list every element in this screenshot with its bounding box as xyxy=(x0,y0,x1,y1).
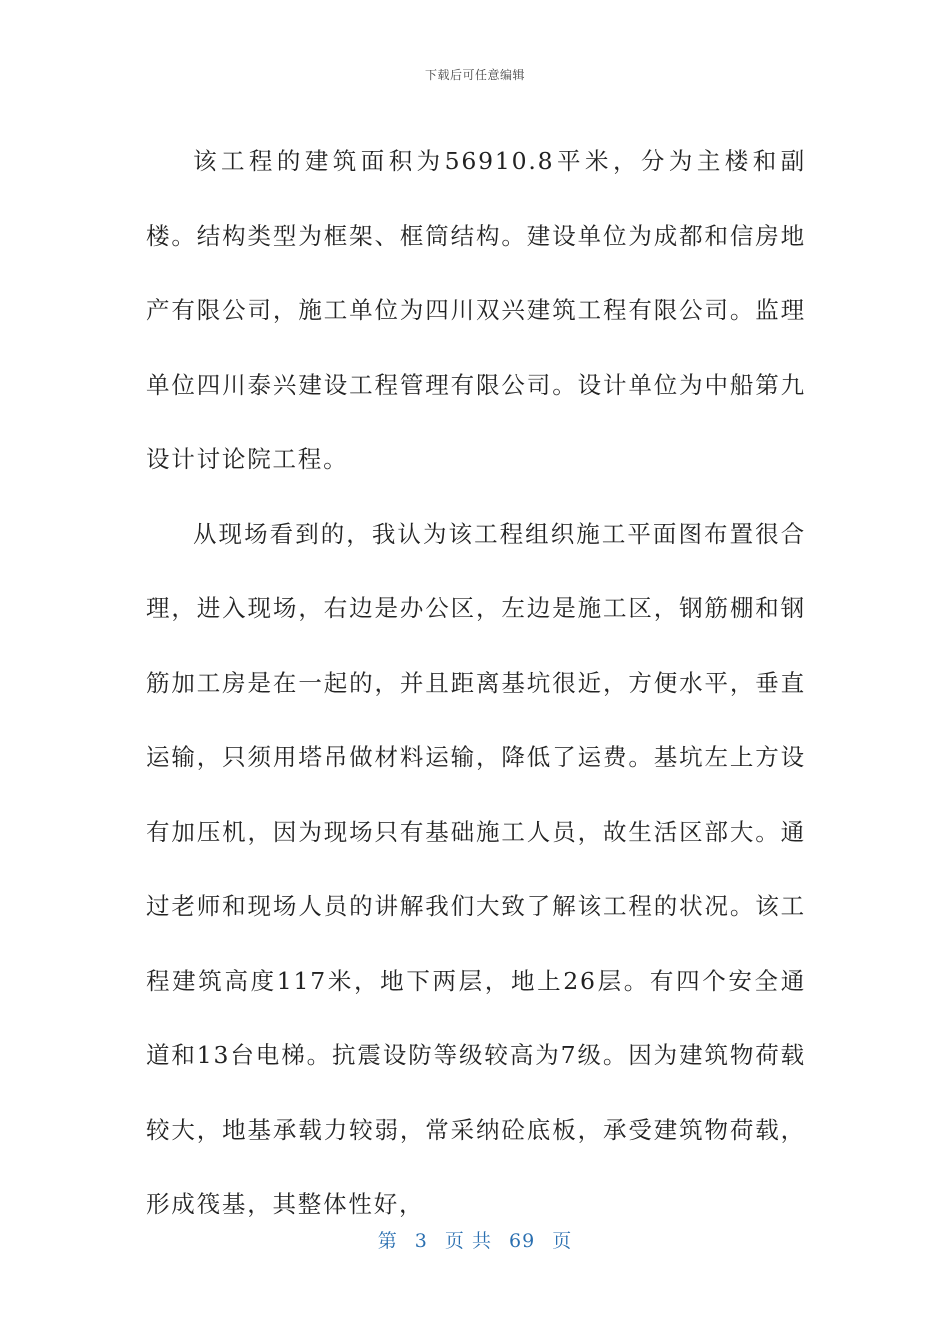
paragraph-2: 从现场看到的，我认为该工程组织施工平面图布置很合理，进入现场，右边是办公区，左边是施工区，钢筋棚和钢筋加工房是在一起的，并且距离基坑很近，方便水平，垂直运输，只须用塔吊做材料运输，降低了运费。基坑左上方设有加压机，因为现场只有基础施工人员，故生活区部大。通过老师和现场人员的讲解我们大致了解该工程的状况。该工程建筑高度117米，地下两层，地上26层。有四个安全通道和13台电梯。抗震设防等级较高为7级。因为建筑物荷载较大，地基承载力较弱，常采纳砼底板，承受建筑物荷载，形成筏基，其整体性好， xyxy=(146,519,806,1218)
document-body xyxy=(146,124,806,1242)
footer-middle: 页 共 xyxy=(444,1230,492,1252)
footer-suffix: 页 xyxy=(552,1230,573,1252)
footer-prefix: 第 xyxy=(377,1230,398,1252)
page-header-note: 下载后可任意编辑 xyxy=(424,68,525,82)
footer-total-pages: 69 xyxy=(509,1230,536,1252)
footer-current-page: 3 xyxy=(414,1230,428,1252)
page-footer xyxy=(0,1226,950,1253)
paragraph-1: 该工程的建筑面积为56910.8平米，分为主楼和副楼。结构类型为框架、框筒结构。建设单位为成都和信房地产有限公司，施工单位为四川双兴建筑工程有限公司。监理单位四川泰兴建设工程管理有限公司。设计单位为中船第九设计讨论院工程。 xyxy=(146,147,806,473)
